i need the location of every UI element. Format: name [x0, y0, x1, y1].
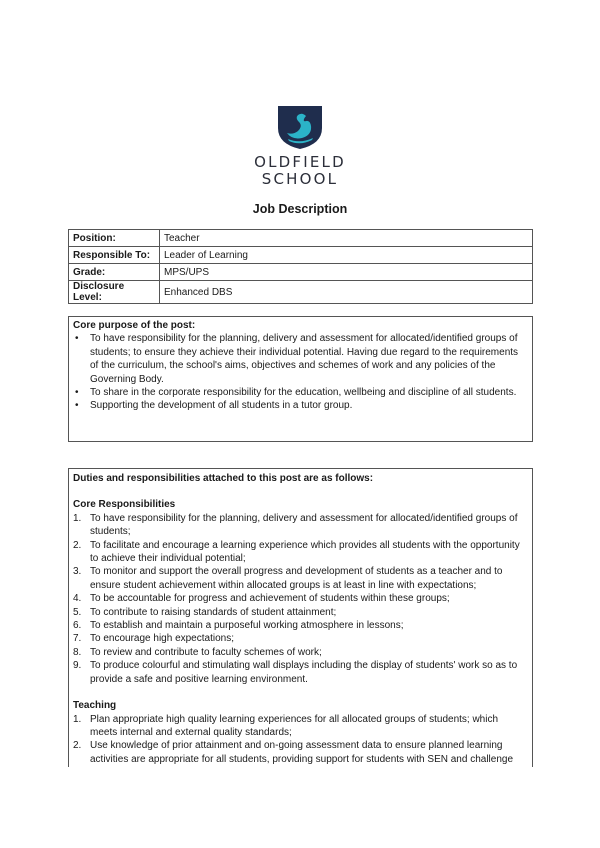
disclosure-level-value: Enhanced DBS	[160, 281, 533, 304]
table-row	[69, 264, 533, 281]
table-row	[69, 247, 533, 264]
position-value: Teacher	[160, 230, 533, 247]
teaching-list	[69, 713, 532, 767]
core-responsibilities-heading: Core Responsibilities	[73, 499, 176, 511]
school-name-line1: OLDFIELD	[254, 153, 346, 171]
list-item: 5. To contribute to raising standards of student attainment;	[73, 606, 337, 618]
swan-shield-icon	[276, 104, 324, 150]
list-item: 3. To monitor and support the overall progress and development of students as a teacher and to ensure student achievement within allocated groups is at least in line with expectations;	[73, 566, 503, 591]
list-item: 2. Use knowledge of prior attainment and on-going assessment data to ensure planned learning activities are appropriate for all students, providing support for students with SEN and challenge	[73, 740, 514, 765]
grade-label: Grade:	[69, 264, 160, 281]
core-purpose-list	[69, 332, 532, 412]
list-item: • To share in the corporate responsibility for the education, wellbeing and discipline of all students.	[69, 386, 532, 399]
list-item: • To have responsibility for the planning, delivery and assessment for allocated/identified groups of students; to ensure they achieve their individual potential. Having due regard to the requirements of the curriculum, the school's aims, objectives and schemes of work and any policies of the Governing Body.	[69, 332, 532, 386]
list-item: 1. Plan appropriate high quality learning experiences for all allocated groups of students; which meets internal and external quality standards;	[73, 713, 499, 738]
responsible-to-value: Leader of Learning	[160, 247, 533, 264]
school-name-line2: SCHOOL	[261, 170, 339, 188]
table-row	[69, 230, 533, 247]
table-row	[69, 281, 533, 304]
list-item: 8. To review and contribute to faculty schemes of work;	[73, 646, 322, 658]
core-purpose-heading: Core purpose of the post:	[73, 320, 196, 331]
list-item: 7. To encourage high expectations;	[73, 633, 234, 645]
position-label: Position:	[69, 230, 160, 247]
core-purpose-section	[68, 316, 533, 442]
job-info-table	[68, 229, 533, 304]
list-item: 9. To produce colourful and stimulating wall displays including the display of students' work so as to provide a safe and positive learning environment.	[73, 660, 518, 685]
responsible-to-label: Responsible To:	[69, 247, 160, 264]
list-item: 2. To facilitate and encourage a learning experience which provides all students with the opportunity to achieve their individual potential;	[73, 539, 520, 565]
page-title: Job Description	[252, 202, 348, 216]
list-item: • Supporting the development of all students in a tutor group.	[69, 399, 532, 412]
grade-value: MPS/UPS	[160, 264, 533, 281]
disclosure-level-label: Disclosure Level:	[69, 281, 160, 304]
teaching-heading: Teaching	[73, 700, 117, 712]
duties-section	[68, 468, 533, 767]
list-item: 6. To establish and maintain a purposeful working atmosphere in lessons;	[73, 620, 404, 632]
duties-heading: Duties and responsibilities attached to this post are as follows:	[73, 473, 374, 484]
list-item: 1. To have responsibility for the planning, delivery and assessment for allocated/identified groups of students;	[73, 512, 518, 538]
list-item: 4. To be accountable for progress and achievement of students within these groups;	[73, 593, 450, 605]
core-responsibilities-list	[69, 512, 532, 686]
